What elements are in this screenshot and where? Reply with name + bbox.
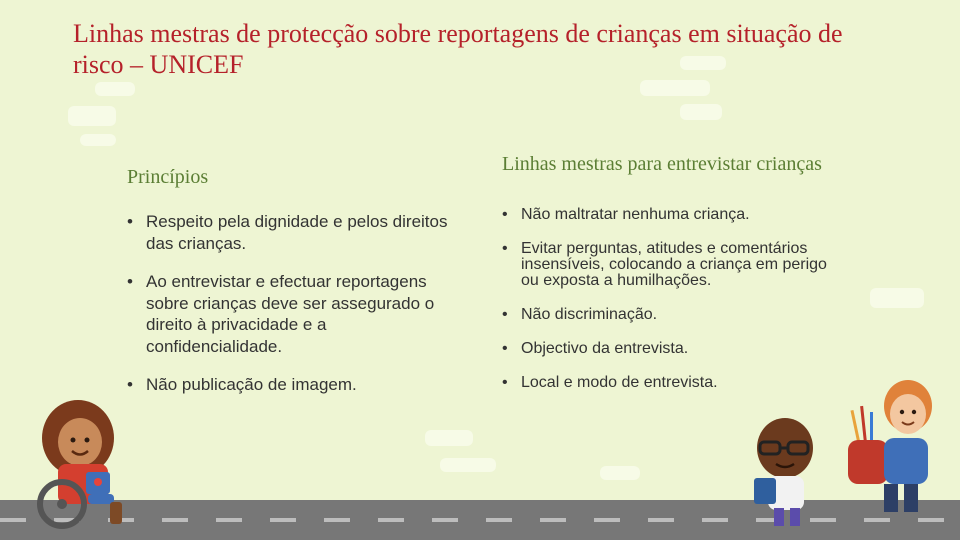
chalk-mark <box>870 288 924 308</box>
bullet-icon: • <box>127 375 133 394</box>
list-item-text: Não maltratar nenhuma criança. <box>521 206 750 223</box>
right-column-heading: Linhas mestras para entrevistar crianças <box>502 153 822 175</box>
list-item-text: Não discriminação. <box>521 306 658 323</box>
list-item <box>502 341 832 357</box>
child-backpack-illustration <box>840 372 950 524</box>
bullet-icon: • <box>502 340 508 357</box>
left-column-heading: Princípios <box>127 166 209 188</box>
chalk-mark <box>68 106 116 126</box>
list-item-text: Não publicação de imagem. <box>146 375 357 394</box>
list-item-text: Respeito pela dignidade e pelos direitos das crianças. <box>146 212 448 253</box>
chalk-mark <box>440 458 496 472</box>
chalk-mark <box>640 80 710 96</box>
child-glasses-illustration <box>730 412 830 532</box>
list-item <box>502 207 832 223</box>
bullet-icon: • <box>502 240 508 257</box>
chalk-mark <box>80 134 116 146</box>
bullet-icon: • <box>502 206 508 223</box>
list-item-text: Evitar perguntas, atitudes e comentários insensíveis, colocando a criança em perigo ou exposta a humilhações. <box>521 240 827 289</box>
bullet-icon: • <box>502 374 508 391</box>
page-title: Linhas mestras de protecção sobre reportagens de crianças em situação de risco – UNICEF <box>73 19 843 79</box>
list-item-text: Ao entrevistar e efectuar reportagens sobre crianças deve ser assegurado o direito à privacidade e a confidencialidade. <box>146 272 435 356</box>
list-item-text: Local e modo de entrevista. <box>521 374 718 391</box>
bullet-icon: • <box>127 272 133 291</box>
chalk-mark <box>425 430 473 446</box>
chalk-mark <box>680 104 722 120</box>
bullet-icon: • <box>127 212 133 231</box>
list-item <box>502 307 832 323</box>
list-item <box>502 375 832 391</box>
list-item <box>127 374 457 396</box>
child-wheelchair-illustration <box>30 398 140 530</box>
list-item <box>127 271 457 357</box>
chalk-mark <box>600 466 640 480</box>
chalk-mark <box>95 82 135 96</box>
right-bullet-list <box>502 207 832 409</box>
bullet-icon: • <box>502 306 508 323</box>
list-item-text: Objectivo da entrevista. <box>521 340 689 357</box>
list-item <box>502 241 832 289</box>
list-item <box>127 211 457 254</box>
left-bullet-list <box>127 211 457 413</box>
